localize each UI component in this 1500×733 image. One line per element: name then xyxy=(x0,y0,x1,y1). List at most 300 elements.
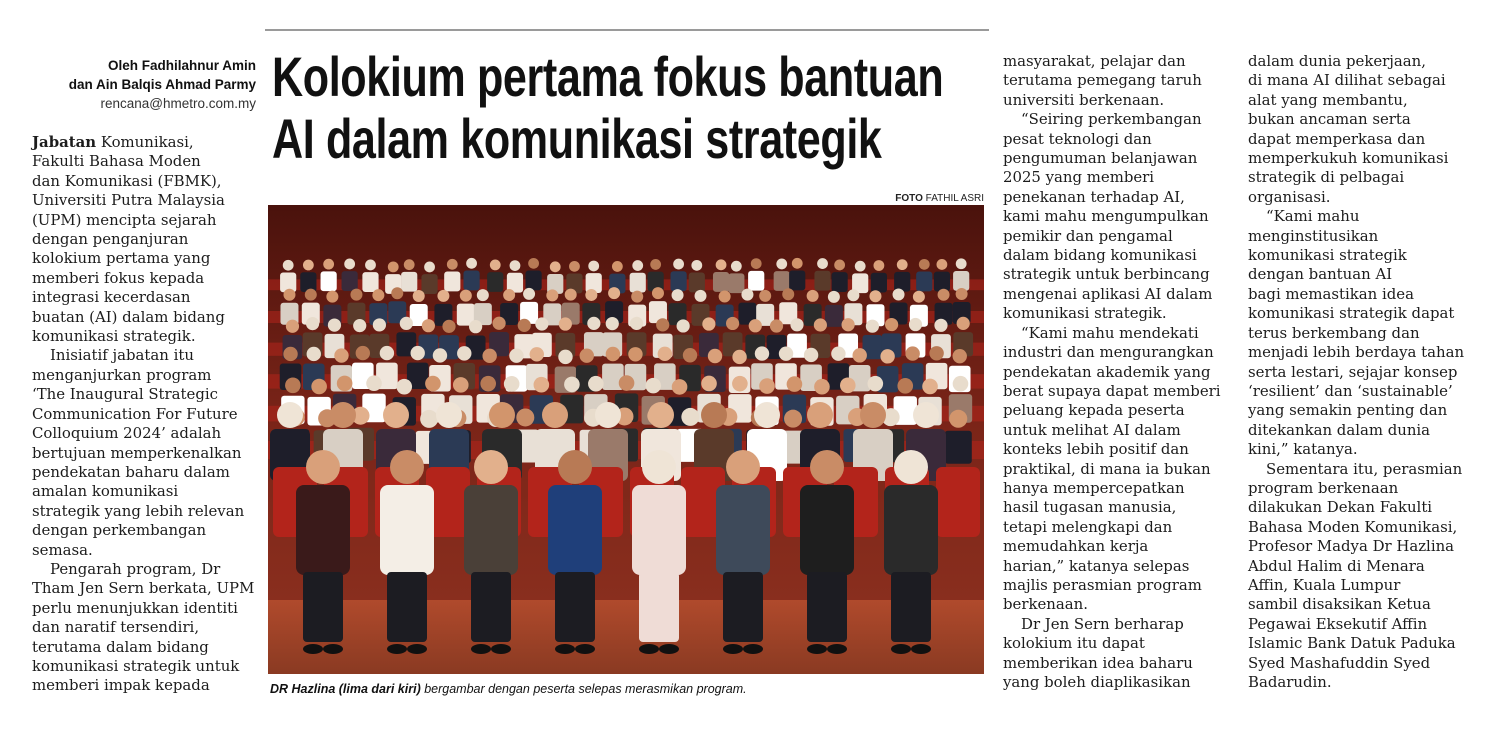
text-line: “Kami mahu xyxy=(1266,207,1360,226)
audience-head xyxy=(708,349,722,363)
audience-head xyxy=(307,347,321,361)
lead-word: Jabatan xyxy=(32,133,97,151)
text-line: Islamic Bank Datuk Paduka xyxy=(1248,634,1456,653)
shoe xyxy=(303,644,323,654)
second-row-head xyxy=(383,402,409,428)
text-line: majlis perasmian program xyxy=(1003,575,1202,594)
audience-head xyxy=(457,346,471,360)
audience-head xyxy=(559,317,572,330)
text-line: Abdul Halim di Menara xyxy=(1248,556,1425,575)
audience-head xyxy=(957,317,970,330)
byline-email[interactable]: rencana@hmetro.com.my xyxy=(100,96,256,111)
paragraph-1 xyxy=(1003,52,1231,110)
audience-head xyxy=(922,379,938,395)
audience-head xyxy=(404,259,415,270)
audience-head xyxy=(759,378,775,394)
audience-head xyxy=(840,378,856,394)
text-line: dan naratif tersendiri, xyxy=(32,618,200,637)
text-line: ‘resilient’ dan ‘sustainable’ xyxy=(1248,381,1453,400)
audience-head xyxy=(929,346,943,360)
audience-head xyxy=(897,378,913,394)
text-line: kolokium pertama yang xyxy=(32,249,211,268)
audience-body xyxy=(916,272,932,292)
text-line: yang semakin penting dan xyxy=(1248,401,1448,420)
photo-caption xyxy=(270,682,986,696)
audience-body xyxy=(832,272,848,292)
front-row-legs xyxy=(555,572,595,642)
text-line: menginstitusikan xyxy=(1248,226,1379,245)
text-line: komunikasi strategik untuk xyxy=(32,656,240,675)
audience-head xyxy=(305,289,317,301)
second-row-head xyxy=(489,402,515,428)
audience-head xyxy=(683,348,697,362)
audience-head xyxy=(420,410,438,428)
article-column-1 xyxy=(32,133,258,696)
text-line: Communication For Future xyxy=(32,404,238,423)
second-row-head xyxy=(277,402,303,428)
audience-head xyxy=(790,318,803,331)
text-line: terutama pemegang taruh xyxy=(1003,71,1202,90)
text-line: program berkenaan xyxy=(1248,478,1399,497)
audience-head xyxy=(673,259,684,270)
paragraph-1 xyxy=(32,133,258,346)
audience-head xyxy=(534,377,550,393)
audience-head xyxy=(490,259,501,270)
audience-head xyxy=(587,317,600,330)
text-line: dengan bantuan AI xyxy=(1248,265,1393,284)
text-line: memberi impak kepada xyxy=(32,676,210,695)
audience-head xyxy=(652,287,664,299)
second-row-head xyxy=(436,402,462,428)
audience-head xyxy=(909,318,922,331)
text-line: hanya mempercepatkan xyxy=(1003,478,1185,497)
audience-head xyxy=(847,289,859,301)
audience-head xyxy=(442,320,455,333)
audience-head xyxy=(672,289,684,301)
audience-head xyxy=(283,260,294,271)
second-row-head xyxy=(595,402,621,428)
second-row-head xyxy=(701,402,727,428)
audience-head xyxy=(580,348,594,362)
text-line: strategik untuk berbincang xyxy=(1003,265,1210,284)
front-row-legs xyxy=(891,572,931,642)
text-line: dalam dunia pekerjaan, xyxy=(1248,52,1426,70)
audience-head xyxy=(630,317,643,330)
text-line: Profesor Madya Dr Hazlina xyxy=(1248,537,1455,556)
audience-head xyxy=(535,317,548,330)
audience-head xyxy=(834,260,845,271)
photo-credit xyxy=(884,193,984,204)
audience-head xyxy=(504,376,520,392)
audience-head xyxy=(606,347,620,361)
byline-author-2: dan Ain Balqis Ahmad Parmy xyxy=(68,77,256,92)
text-line: dapat memperkasa dan xyxy=(1248,129,1426,148)
front-row-body xyxy=(632,485,686,575)
audience-head xyxy=(372,289,384,301)
front-row-head xyxy=(726,450,760,484)
front-row-legs xyxy=(639,572,679,642)
audience-body xyxy=(689,273,705,293)
audience-body xyxy=(713,272,729,292)
text-line: Fakulti Bahasa Moden xyxy=(32,152,201,171)
audience-head xyxy=(656,318,669,331)
text-line: memudahkan kerja xyxy=(1003,537,1149,556)
front-seat xyxy=(936,467,980,537)
text-line: perlu menunjukkan identiti xyxy=(32,598,238,617)
audience-head xyxy=(503,289,515,301)
audience-head xyxy=(311,379,327,395)
audience-head xyxy=(365,260,376,271)
photo-credit-label: FOTO xyxy=(895,193,923,204)
auditorium-photo-illustration xyxy=(268,205,984,674)
audience-head xyxy=(612,261,623,272)
audience-head xyxy=(677,319,690,332)
audience-head xyxy=(759,290,771,302)
text-line: pesat teknologi dan xyxy=(1003,129,1152,148)
front-row-legs xyxy=(807,572,847,642)
audience-head xyxy=(396,379,412,395)
audience-head xyxy=(784,410,802,428)
audience-head xyxy=(564,377,580,393)
front-row-head xyxy=(474,450,508,484)
audience-head xyxy=(460,290,472,302)
text-line: konteks lebih positif dan xyxy=(1003,440,1189,459)
text-line: berat supaya dapat memberi xyxy=(1003,381,1221,400)
front-row-body xyxy=(800,485,854,575)
audience-body xyxy=(894,272,910,292)
audience-head xyxy=(828,291,840,303)
text-line: Sementara itu, perasmian xyxy=(1266,459,1463,478)
shoe xyxy=(659,644,679,654)
audience-head xyxy=(469,320,482,333)
text-line: terutama dalam bidang xyxy=(32,637,209,656)
audience-body xyxy=(789,271,805,291)
caption-bold: DR Hazlina (lima dari kiri) xyxy=(270,682,421,696)
audience-head xyxy=(719,291,731,303)
audience-head xyxy=(400,317,413,330)
second-row-head xyxy=(860,402,886,428)
text-line: organisasi. xyxy=(1248,187,1331,206)
audience-head xyxy=(550,261,561,272)
audience-head xyxy=(588,261,599,272)
audience-head xyxy=(956,288,968,300)
audience-head xyxy=(853,348,867,362)
audience-head xyxy=(953,376,969,392)
paragraph-3 xyxy=(1248,460,1480,693)
audience-head xyxy=(366,375,382,391)
text-line: Badarudin. xyxy=(1248,673,1332,691)
audience-head xyxy=(606,317,619,330)
audience-head xyxy=(631,291,643,303)
text-line: ‘The Inaugural Strategic xyxy=(32,385,218,404)
text-line: pendekatan baharu dalam xyxy=(32,462,230,481)
front-row-head xyxy=(558,450,592,484)
audience-head xyxy=(509,348,523,362)
audience-head xyxy=(619,375,635,391)
audience-body xyxy=(421,274,437,294)
paragraph-3 xyxy=(1003,324,1231,615)
paragraph-2 xyxy=(1003,110,1231,323)
text-line: pemikir dan pengamal xyxy=(1003,226,1173,245)
text-line: dilakukan Dekan Fakulti xyxy=(1248,498,1433,517)
audience-body xyxy=(362,272,378,292)
audience-head xyxy=(787,376,803,392)
text-line: mengenai aplikasi AI dalam xyxy=(1003,284,1213,303)
audience-head xyxy=(732,350,746,364)
audience-head xyxy=(283,347,297,361)
audience-head xyxy=(466,258,477,269)
text-line: Pengarah program, Dr xyxy=(50,559,221,578)
text-line: Affin, Kuala Lumpur xyxy=(1248,575,1401,594)
audience-body xyxy=(300,272,316,292)
audience-head xyxy=(956,258,967,269)
headline-line-2: AI dalam komunikasi strategik xyxy=(272,107,882,170)
audience-head xyxy=(424,262,435,273)
text-line: peluang kepada peserta xyxy=(1003,401,1185,420)
audience-head xyxy=(350,289,362,301)
audience-head xyxy=(286,320,299,333)
shoe xyxy=(723,644,743,654)
audience-head xyxy=(792,258,803,269)
audience-head xyxy=(913,291,925,303)
audience-head xyxy=(732,376,748,392)
text-line: harian,” katanya selepas xyxy=(1003,556,1190,575)
audience-head xyxy=(388,261,399,272)
audience-head xyxy=(411,346,425,360)
text-line: memperkukuh komunikasi xyxy=(1248,149,1449,168)
paragraph-2 xyxy=(1248,207,1480,459)
text-line: memberikan idea baharu xyxy=(1003,653,1193,672)
audience-head xyxy=(328,318,341,331)
audience-head xyxy=(523,288,535,300)
audience-head xyxy=(353,319,366,332)
text-line: Universiti Putra Malaysia xyxy=(32,191,225,210)
audience-head xyxy=(938,289,950,301)
audience-body xyxy=(401,272,417,292)
audience-head xyxy=(880,349,894,363)
audience-body xyxy=(463,271,479,291)
paragraph-3 xyxy=(32,560,258,696)
front-row-head xyxy=(642,450,676,484)
audience-head xyxy=(306,317,319,330)
text-line: dengan perkembangan xyxy=(32,521,207,540)
text-line: kolokium itu dapat xyxy=(1003,634,1145,653)
audience-body xyxy=(748,271,764,291)
audience-head xyxy=(391,287,403,299)
audience-head xyxy=(356,346,370,360)
audience-head xyxy=(650,259,661,270)
text-line: industri dan mengurangkan xyxy=(1003,343,1214,362)
text-line: dengan penganjuran xyxy=(32,230,189,249)
audience-head xyxy=(776,259,787,270)
audience-head xyxy=(546,289,558,301)
text-line: dan Komunikasi (FBMK), xyxy=(32,171,222,190)
audience-head xyxy=(897,259,908,270)
audience-body xyxy=(321,271,337,291)
audience-head xyxy=(726,317,739,330)
audience-head xyxy=(569,261,580,272)
audience-body xyxy=(487,272,503,292)
audience-head xyxy=(337,376,353,392)
text-line: yang boleh diaplikasikan xyxy=(1003,673,1191,691)
audience-head xyxy=(934,319,947,332)
front-row-head xyxy=(810,450,844,484)
text-line: pengumuman belanjawan xyxy=(1003,149,1198,168)
audience-head xyxy=(905,346,919,360)
audience-head xyxy=(842,318,855,331)
text-line: Dr Jen Sern berharap xyxy=(1021,614,1184,633)
text-line: Bahasa Moden Komunikasi, xyxy=(1248,517,1458,536)
audience-head xyxy=(814,379,830,395)
second-row-head xyxy=(807,402,833,428)
shoe xyxy=(323,644,343,654)
audience-head xyxy=(645,378,661,394)
audience-head xyxy=(628,347,642,361)
shoe xyxy=(555,644,575,654)
text-line: “Kami mahu mendekati xyxy=(1021,323,1199,342)
second-row-head xyxy=(330,402,356,428)
audience-head xyxy=(893,289,905,301)
text-line: penekanan terhadap AI, xyxy=(1003,187,1185,206)
front-row-legs xyxy=(723,572,763,642)
text-line xyxy=(32,133,258,152)
text-line: bertujuan memperkenalkan xyxy=(32,443,242,462)
shoe xyxy=(575,644,595,654)
audience-body xyxy=(945,431,972,464)
text-line: alat yang membantu, xyxy=(1248,90,1408,109)
audience-head xyxy=(480,376,496,392)
audience-head xyxy=(814,318,827,331)
front-row-body xyxy=(296,485,350,575)
audience-head xyxy=(482,349,496,363)
text-line: menjadi lebih berdaya tahan xyxy=(1248,343,1465,362)
audience-head xyxy=(433,348,447,362)
text-line: Colloquium 2024’ adalah xyxy=(32,424,222,443)
shoe xyxy=(743,644,763,654)
front-row-body xyxy=(884,485,938,575)
audience-head xyxy=(453,377,469,393)
front-row-body xyxy=(716,485,770,575)
front-row-head xyxy=(390,450,424,484)
audience-head xyxy=(755,346,769,360)
text-line: Inisiatif jabatan itu xyxy=(50,346,194,365)
audience-head xyxy=(528,258,539,269)
audience-body xyxy=(342,271,358,291)
text-line: praktikal, di mana ia bukan xyxy=(1003,459,1211,478)
audience-head xyxy=(749,319,762,332)
audience-head xyxy=(672,379,688,395)
article-column-4 xyxy=(1248,52,1480,692)
text-line: untuk melihat AI dalam xyxy=(1003,420,1181,439)
audience-head xyxy=(695,290,707,302)
audience-head xyxy=(658,347,672,361)
audience-head xyxy=(681,408,699,426)
front-row-head xyxy=(894,450,928,484)
audience-body xyxy=(670,271,686,291)
text-line: universiti berkenaan. xyxy=(1003,90,1165,109)
audience-head xyxy=(334,348,348,362)
audience-head xyxy=(425,376,441,392)
audience-head xyxy=(344,259,355,270)
text-line: strategik yang lebih relevan xyxy=(32,501,245,520)
audience-head xyxy=(632,260,643,271)
audience-head xyxy=(477,289,489,301)
audience-head xyxy=(588,376,604,392)
audience-head xyxy=(855,261,866,272)
audience-body xyxy=(934,272,950,292)
second-row-head xyxy=(542,402,568,428)
audience-head xyxy=(492,317,505,330)
text-line-rest: Komunikasi, xyxy=(96,133,194,151)
audience-head xyxy=(873,260,884,271)
headline xyxy=(272,45,944,170)
audience-head xyxy=(817,258,828,269)
audience-head xyxy=(437,290,449,302)
text-line: pendekatan akademik yang xyxy=(1003,362,1211,381)
paragraph-2 xyxy=(32,346,258,559)
audience-body xyxy=(953,271,969,291)
audience-body xyxy=(630,273,646,293)
front-row-body xyxy=(380,485,434,575)
text-line: komunikasi strategik. xyxy=(32,327,196,346)
audience-head xyxy=(608,287,620,299)
headline-line-1: Kolokium pertama fokus bantuan xyxy=(272,45,944,108)
audience-head xyxy=(741,289,753,301)
audience-head xyxy=(558,350,572,364)
text-line: dalam bidang komunikasi xyxy=(1003,246,1197,265)
audience-head xyxy=(283,289,295,301)
front-row-body xyxy=(548,485,602,575)
audience-head xyxy=(510,260,521,271)
text-line: integrasi kecerdasan xyxy=(32,288,191,307)
text-line: Tham Jen Sern berkata, UPM xyxy=(32,579,255,598)
text-line: menganjurkan program xyxy=(32,365,212,384)
audience-body xyxy=(728,273,744,293)
audience-head xyxy=(413,290,425,302)
text-line: serta lestari, sejajar konsep xyxy=(1248,362,1458,381)
audience-head xyxy=(565,289,577,301)
text-line: ditekankan dalam dunia xyxy=(1248,420,1431,439)
text-line: sambil disaksikan Ketua xyxy=(1248,595,1431,614)
audience-head xyxy=(866,320,879,333)
audience-head xyxy=(779,346,793,360)
front-row-head xyxy=(306,450,340,484)
text-line: memberi fokus kepada xyxy=(32,268,205,287)
audience-head xyxy=(869,290,881,302)
photo-credit-name: FATHIL ASRI xyxy=(925,193,984,204)
text-line: semasa. xyxy=(32,540,93,559)
front-row-legs xyxy=(471,572,511,642)
shoe xyxy=(891,644,911,654)
audience-head xyxy=(949,410,967,428)
text-line: hasil tugasan manusia, xyxy=(1003,498,1177,517)
audience-head xyxy=(751,258,762,269)
audience-head xyxy=(326,291,338,303)
group-photo xyxy=(268,205,984,674)
text-line: masyarakat, pelajar dan xyxy=(1003,52,1186,70)
audience-head xyxy=(937,259,948,270)
text-line: kini,” katanya. xyxy=(1248,440,1358,459)
text-line: berkenaan. xyxy=(1003,595,1088,614)
caption-text: bergambar dengan peserta selepas merasmikan program. xyxy=(420,682,747,696)
text-line: amalan komunikasi xyxy=(32,482,179,501)
audience-body xyxy=(774,271,790,291)
paragraph-4 xyxy=(1003,615,1231,693)
audience-head xyxy=(716,259,727,270)
text-line: di mana AI dilihat sebagai xyxy=(1248,71,1446,90)
paragraph-1 xyxy=(1248,52,1480,207)
front-row-body xyxy=(464,485,518,575)
